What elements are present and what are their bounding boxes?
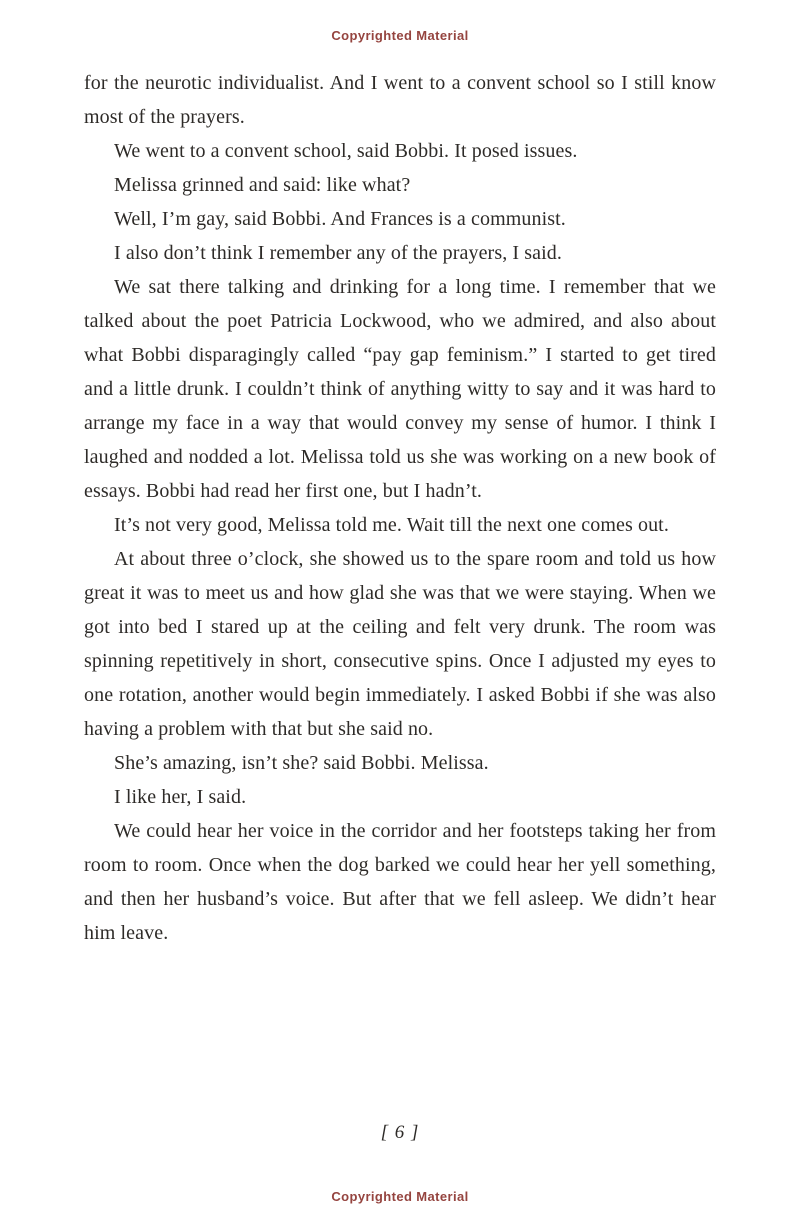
body-text <box>84 66 716 950</box>
paragraph: for the neurotic individualist. And I went to a convent school so I still know most of the prayers. <box>84 72 716 128</box>
paragraph: At about three o’clock, she showed us to the spare room and told us how great it was to meet us and how glad she was that we were staying. When we got into bed I stared up at the ceiling and felt very drunk. The room was spinning repetitively in short, consecutive spins. Once I adjusted my eyes to one rotation, another would begin immediately. I asked Bobbi if she was also having a problem with that but she said no. <box>84 548 716 740</box>
paragraph: Melissa grinned and said: like what? <box>114 174 411 196</box>
paragraph: I like her, I said. <box>114 786 247 808</box>
paragraph: We could hear her voice in the corridor and her footsteps taking her from room to room. Once when the dog barked we could hear her yell something, and then her husband’s voice. But after that we fell asleep. We didn’t hear him leave. <box>84 820 716 944</box>
paragraph: I also don’t think I remember any of the prayers, I said. <box>114 242 562 264</box>
paragraph: Well, I’m gay, said Bobbi. And Frances is a communist. <box>114 208 566 230</box>
paragraph: We went to a convent school, said Bobbi. It posed issues. <box>114 140 578 162</box>
copyright-notice-top: Copyrighted Material <box>331 28 469 43</box>
paragraph: She’s amazing, isn’t she? said Bobbi. Melissa. <box>114 752 489 774</box>
paragraph: We sat there talking and drinking for a long time. I remember that we talked about the poet Patricia Lockwood, who we admired, and also about what Bobbi disparagingly called “pay gap feminism.” I started to get tired and a little drunk. I couldn’t think of anything witty to say and it was hard to arrange my face in a way that would convey my sense of humor. I think I laughed and nodded a lot. Melissa told us she was working on a new book of essays. Bobbi had read her first one, but I hadn’t. <box>84 276 716 502</box>
paragraph: It’s not very good, Melissa told me. Wait till the next one comes out. <box>114 514 669 536</box>
page-number: [ 6 ] <box>380 1122 420 1143</box>
copyright-notice-bottom: Copyrighted Material <box>331 1189 469 1204</box>
